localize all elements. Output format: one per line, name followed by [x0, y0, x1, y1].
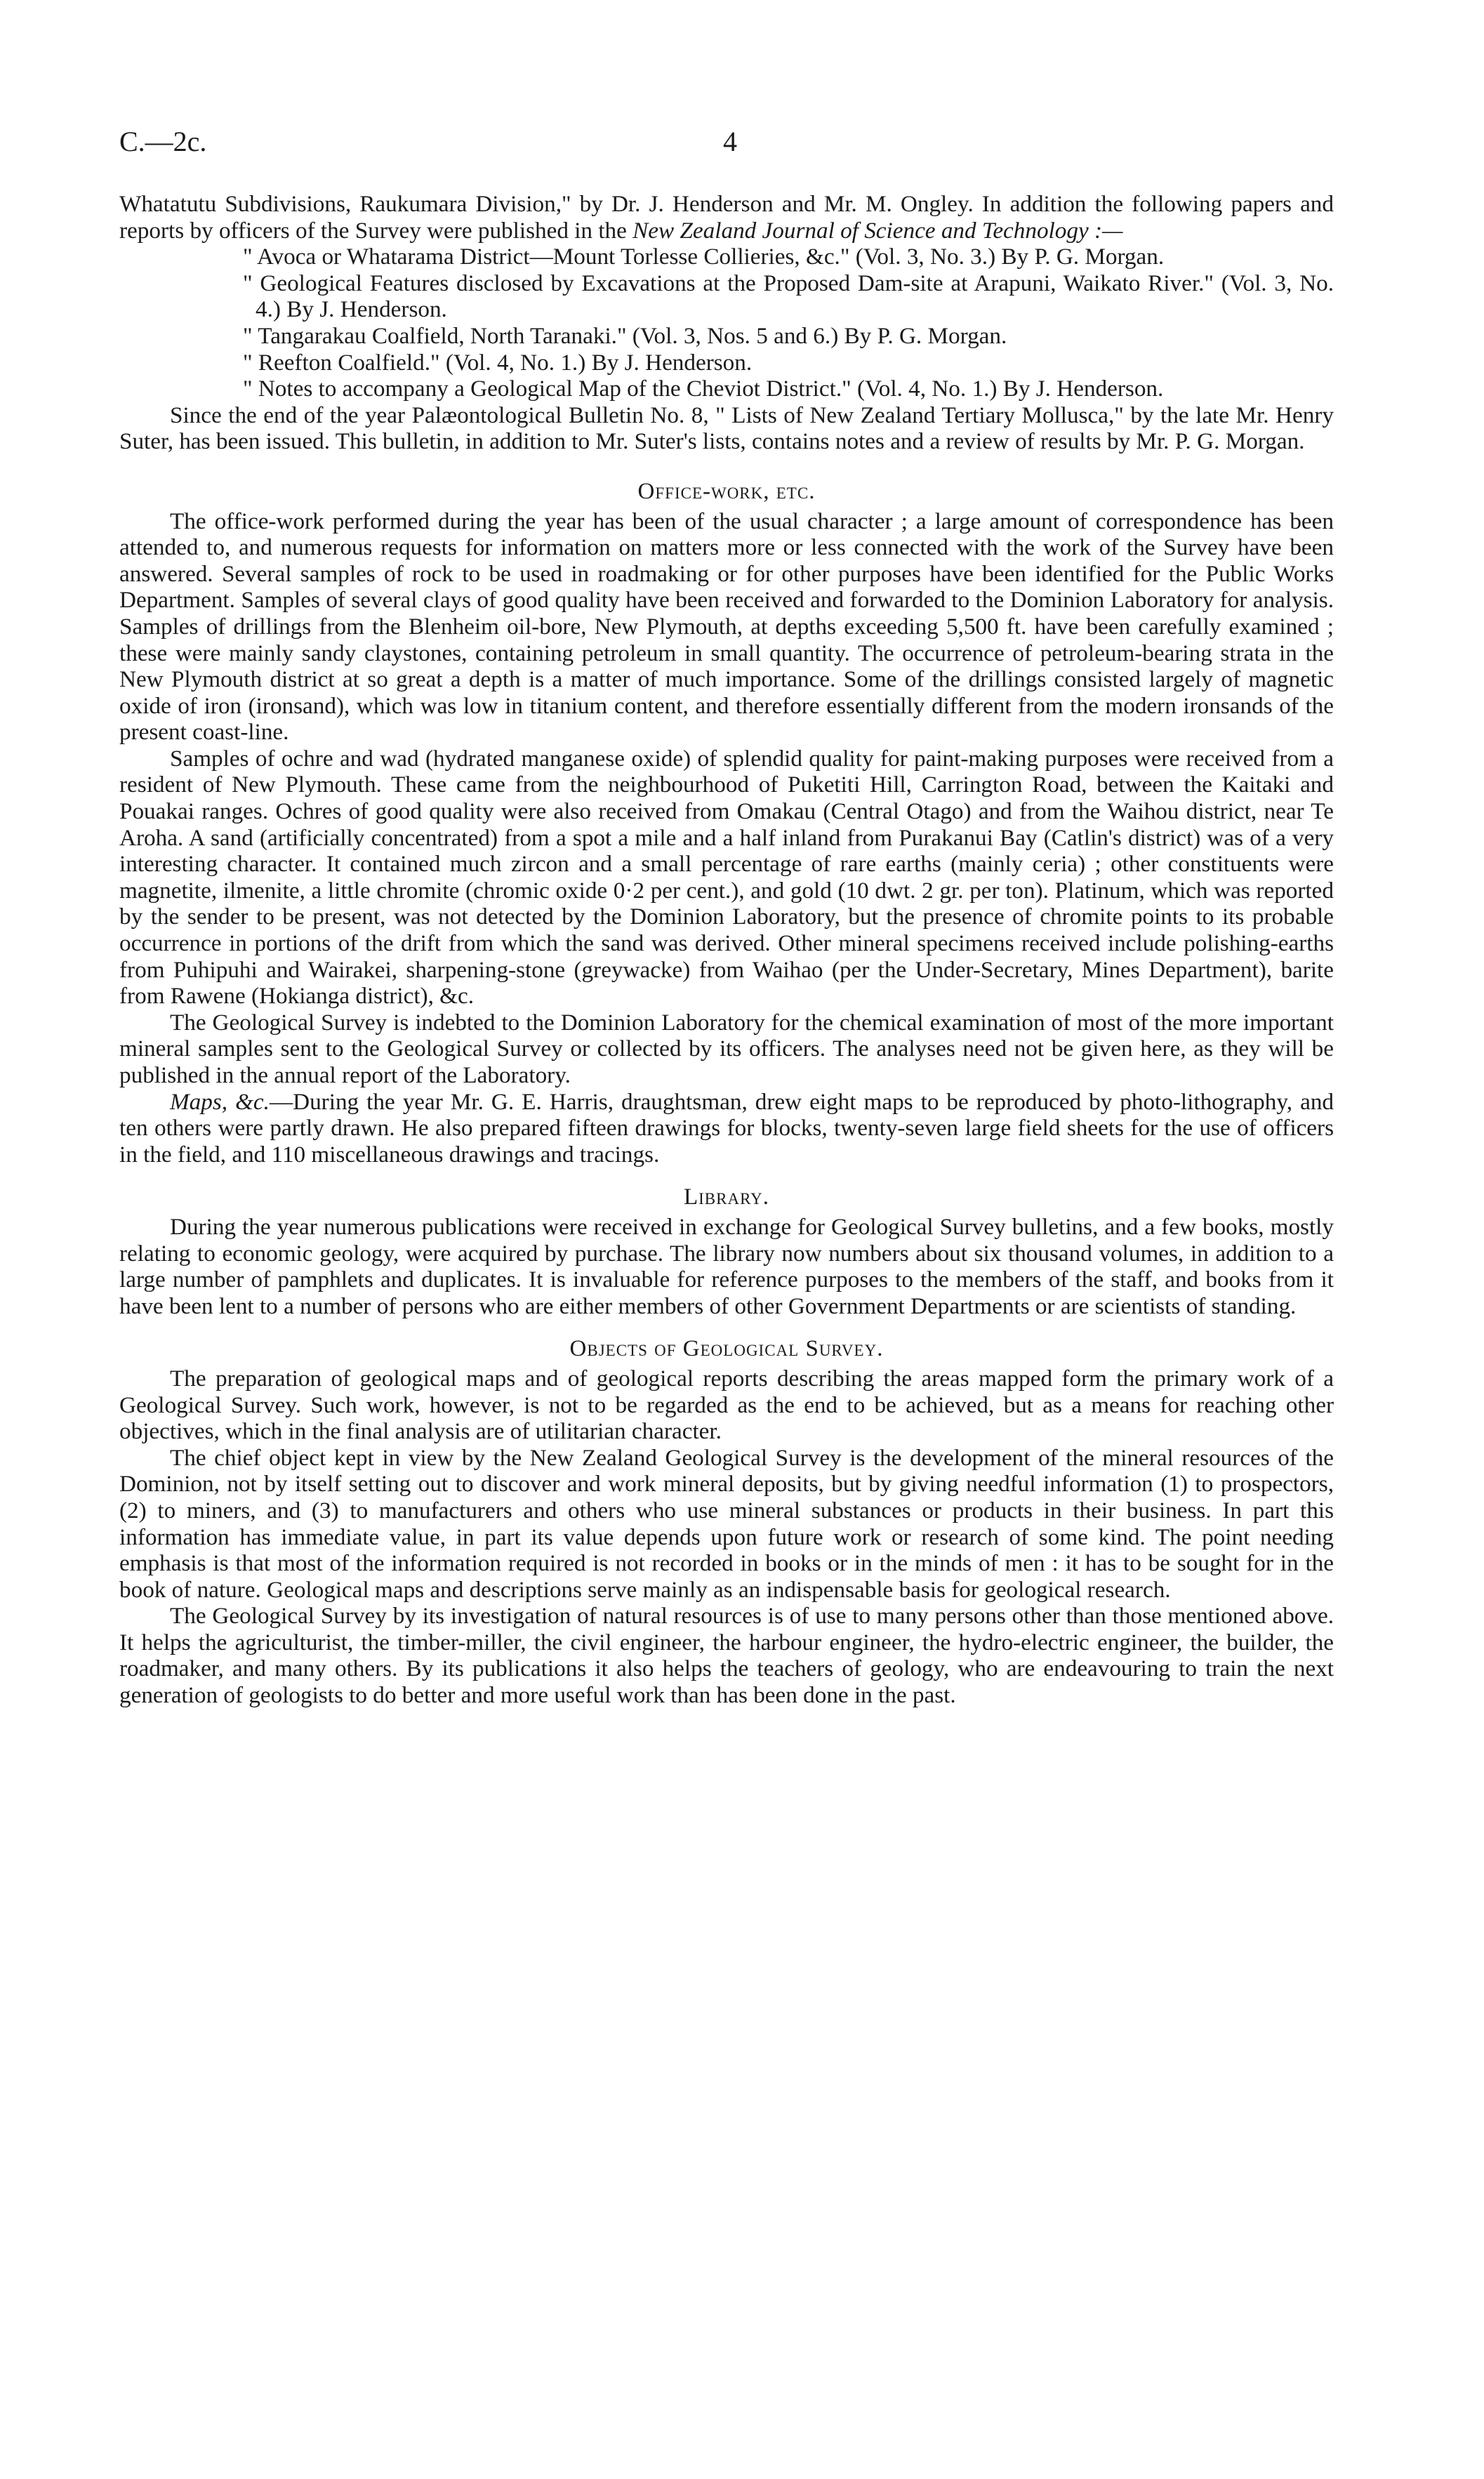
- journal-title: New Zealand Journal of Science and Technology :—: [632, 217, 1123, 244]
- maps-lead: Maps, &c.: [170, 1088, 270, 1115]
- document-reference: C.—2c.: [119, 126, 207, 157]
- section-heading-library: Library.: [683, 1184, 770, 1210]
- intro-text: Whatatutu Subdivisions, Raukumara Division," by Dr. J. Henderson and Mr. M. Ongley. In addition the following papers and reports by officers of the Survey were published in the: [119, 191, 1334, 244]
- body-paragraph: The Geological Survey by its investigation of natural resources is of use to many persons other than those mentioned above. It helps the agriculturist, the timber-miller, the civil engineer, the harbour engineer, the hydro-electric engineer, the builder, the roadmaker, and many others. By its publications it also helps the teachers of geology, who are endeavouring to train the next generation of geologists to do better and more useful work than has been done in the past.: [119, 1603, 1334, 1709]
- body-paragraph: The preparation of geological maps and of geological reports describing the areas mapped form the primary work of a Geological Survey. Such work, however, is not to be regarded as the end to be achieved, but as a means for reaching other objectives, which in the final analysis are of utilitarian character.: [119, 1365, 1334, 1445]
- document-page: [119, 0, 1334, 2479]
- body-paragraph: The Geological Survey is indebted to the Dominion Laboratory for the chemical examination of most of the more important mineral samples sent to the Geological Survey or collected by its officers. The analyses need not be given here, as they will be published in the annual report of the Laboratory.: [119, 1009, 1334, 1088]
- body-paragraph: The chief object kept in view by the New Zealand Geological Survey is the development of the mineral resources of the Dominion, not by itself setting out to discover and work mineral deposits, but by giving needful information (1) to prospectors, (2) to miners, and (3) to manufacturers and others who use mineral substances or products in their business. In part this information has immediate value, in part its value depends upon future work or research of some kind. The point needing emphasis is that most of the information required is not recorded in books or in the minds of men : it has to be sought for in the book of nature. Geological maps and descriptions serve mainly as an indispensable basis for geological research.: [119, 1444, 1334, 1603]
- section-heading-objects: Objects of Geological Survey.: [569, 1336, 884, 1362]
- page-header: [119, 125, 1334, 167]
- body-paragraph: The office-work performed during the year has been of the usual character ; a large amount of correspondence has been attended to, and numerous requests for information on matters more or less connected with the work of the Survey have been answered. Several samples of rock to be used in roadmaking or for other purposes have been identified for the Public Works Department. Samples of several clays of good quality have been received and forwarded to the Dominion Laboratory for analysis. Samples of drillings from the Blenheim oil-bore, New Plymouth, at depths exceeding 5,500 ft. have been carefully examined ; these were mainly sandy claystones, containing petroleum in small quantity. The occurrence of petroleum-bearing strata in the New Plymouth district at so great a depth is a matter of much importance. Some of the drillings consisted largely of magnetic oxide of iron (ironsand), which was low in titanium content, and therefore essentially different from the modern ironsands of the present coast-line.: [119, 508, 1334, 746]
- maps-paragraph: [119, 1089, 1334, 1168]
- body-paragraph: During the year numerous publications were received in exchange for Geological Survey bulletins, and a few books, mostly relating to economic geology, were acquired by purchase. The library now numbers about six thousand volumes, in addition to a large number of pamphlets and duplicates. It is invaluable for reference purposes to the members of the staff, and books from it have been lent to a number of persons who are either members of other Government Departments or are scientists of standing.: [119, 1213, 1334, 1319]
- publication-item: " Tangarakau Coalfield, North Taranaki." (Vol. 3, Nos. 5 and 6.) By P. G. Morgan.: [243, 322, 1007, 349]
- section-heading-office-work: Office-work, etc.: [637, 478, 816, 504]
- body-paragraph: Samples of ochre and wad (hydrated manganese oxide) of splendid quality for paint-making purposes were received from a resident of New Plymouth. These came from the neighbourhood of Puketiti Hill, Carrington Road, between the Kaitaki and Pouakai ranges. Ochres of good quality were also received from Omakau (Central Otago) and from the Waihou district, near Te Aroha. A sand (artificially concentrated) from a spot a mile and a half inland from Purakanui Bay (Catlin's district) was of a very interesting character. It contained much zircon and a small percentage of rare earths (mainly ceria) ; other constituents were magnetite, ilmenite, a little chromite (chromic oxide 0·2 per cent.), and gold (10 dwt. 2 gr. per ton). Platinum, which was reported by the sender to be present, was not detected by the Dominion Laboratory, but the presence of chromite points to its probable occurrence in portions of the drift from which the sand was derived. Other mineral specimens received include polishing-earths from Puhipuhi and Wairakei, sharpening-stone (greywacke) from Waihao (per the Under-Secretary, Mines Department), barite from Rawene (Hokianga district), &c.: [119, 745, 1334, 1010]
- publication-item: " Avoca or Whatarama District—Mount Torlesse Collieries, &c." (Vol. 3, No. 3.) By P. G. Morgan.: [243, 244, 1165, 270]
- intro-paragraph: [119, 191, 1334, 244]
- maps-text: —During the year Mr. G. E. Harris, draughtsman, drew eight maps to be reproduced by photo-lithography, and ten others were partly drawn. He also prepared fifteen drawings for blocks, twenty-seven large field sheets for the use of officers in the field, and 110 miscellaneous drawings and tracings.: [119, 1088, 1334, 1168]
- publication-list: [119, 244, 1334, 402]
- page-number: 4: [723, 126, 737, 157]
- bulletin-paragraph: Since the end of the year Palæontological Bulletin No. 8, " Lists of New Zealand Tertiary Mollusca," by the late Mr. Henry Suter, has been issued. This bulletin, in addition to Mr. Suter's lists, contains notes and a review of results by Mr. P. G. Morgan.: [119, 402, 1334, 455]
- publication-item: " Notes to accompany a Geological Map of the Cheviot District." (Vol. 4, No. 1.) By J. Henderson.: [243, 376, 1164, 402]
- page-body: [119, 191, 1334, 1709]
- publication-item: " Geological Features disclosed by Excavations at the Proposed Dam-site at Arapuni, Waikato River." (Vol. 3, No. 4.) By J. Henderson.: [243, 270, 1334, 323]
- publication-item: " Reefton Coalfield." (Vol. 4, No. 1.) By J. Henderson.: [243, 349, 753, 376]
